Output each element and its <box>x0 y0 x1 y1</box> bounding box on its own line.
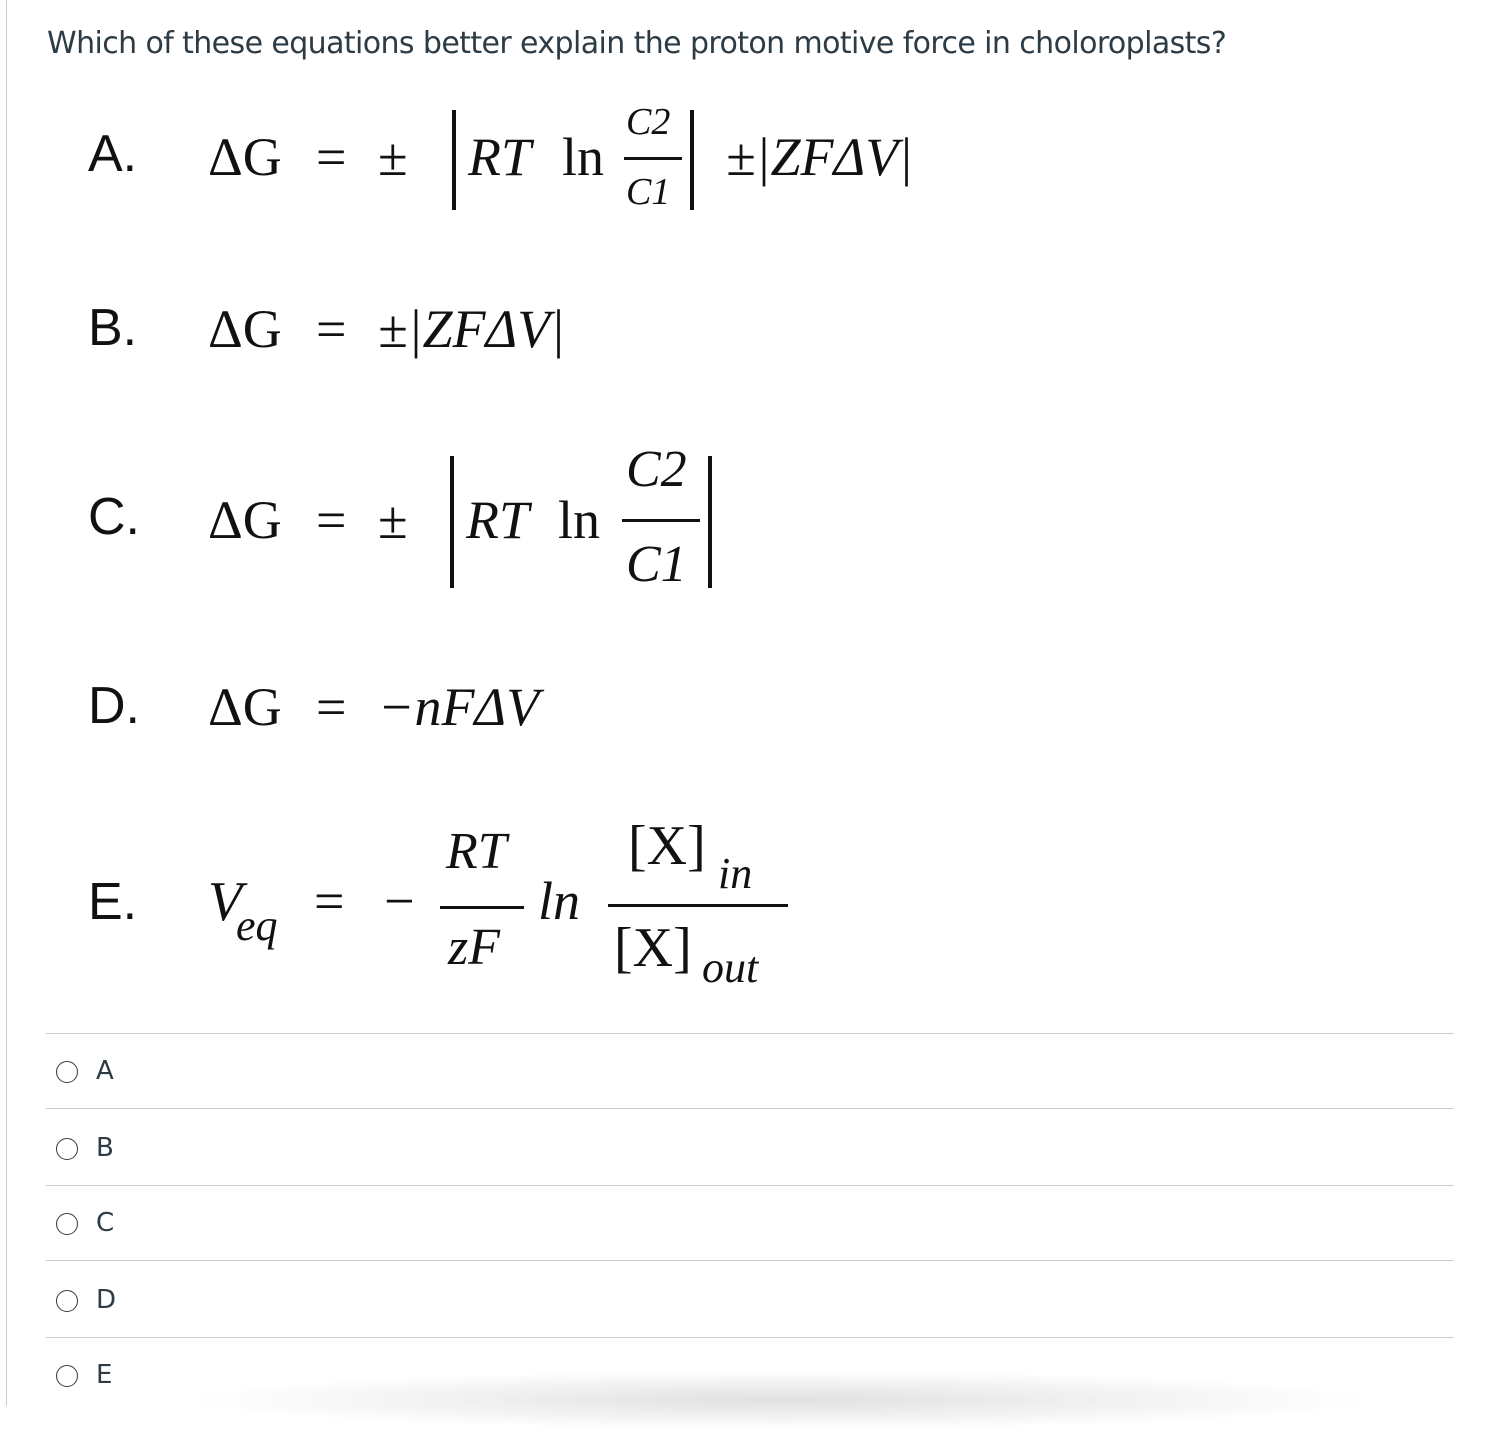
x-numerator: [X] <box>628 815 706 877</box>
equation-letter: E. <box>88 873 138 931</box>
bottom-shadow <box>180 1370 1380 1430</box>
equals-sign: = <box>316 299 347 359</box>
abs-bar-right <box>708 456 712 588</box>
radio-button[interactable] <box>56 1061 78 1083</box>
radio-button[interactable] <box>56 1213 78 1235</box>
answer-option-b[interactable] <box>46 1108 1454 1185</box>
x-denominator: [X] <box>614 917 692 979</box>
fraction-denominator: zF <box>448 919 500 976</box>
answer-option-a[interactable] <box>46 1033 1454 1108</box>
answer-label[interactable]: C <box>96 1208 115 1238</box>
equation-letter: A. <box>88 125 138 183</box>
abs-bar-left <box>452 110 456 210</box>
equals-sign: = <box>316 127 347 187</box>
answer-option-d[interactable] <box>46 1260 1454 1337</box>
fraction-numerator: RT <box>446 823 507 880</box>
answer-label[interactable]: D <box>96 1285 117 1315</box>
plus-minus-sign: ± <box>378 490 408 550</box>
v-subscript: eq <box>236 901 278 950</box>
equals-sign: = <box>316 490 347 550</box>
x-numerator-subscript: in <box>718 849 753 898</box>
fraction-bar <box>440 906 524 909</box>
rt-term: RT <box>468 127 532 187</box>
ln-term: ln <box>558 490 601 550</box>
radio-button[interactable] <box>56 1138 78 1160</box>
x-denominator-subscript: out <box>702 943 759 992</box>
radio-button[interactable] <box>56 1365 78 1387</box>
answer-list <box>46 1033 1454 1412</box>
equation-letter: D. <box>88 677 140 735</box>
equation-lhs: ΔG <box>208 299 282 359</box>
fraction-bar <box>608 904 788 907</box>
equation-lhs: ΔG <box>208 677 282 737</box>
v-term: V <box>208 871 243 933</box>
equation-lhs: ΔG <box>208 127 282 187</box>
equation-letter: B. <box>88 299 138 357</box>
radio-button[interactable] <box>56 1290 78 1312</box>
answer-option-c[interactable] <box>46 1185 1454 1260</box>
answer-label[interactable]: E <box>96 1360 113 1390</box>
fraction-numerator: C2 <box>626 441 687 498</box>
fraction-denominator: C1 <box>626 171 671 213</box>
fraction-bar <box>622 519 700 522</box>
answer-label[interactable]: B <box>96 1133 114 1163</box>
equation-tail: ±|ZFΔV| <box>726 127 914 187</box>
equals-sign: = <box>316 677 347 737</box>
answer-label[interactable]: A <box>96 1056 114 1086</box>
fraction-bar <box>624 157 682 160</box>
fraction-denominator: C1 <box>626 536 687 593</box>
equation-rhs: −nFΔV <box>378 677 540 737</box>
plus-minus-sign: ± <box>378 127 408 187</box>
equation-lhs: ΔG <box>208 490 282 550</box>
equation-letter: C. <box>88 488 140 546</box>
fraction-numerator: C2 <box>626 101 671 143</box>
abs-bar-right <box>690 110 694 210</box>
rt-term: RT <box>466 490 530 550</box>
equation-rhs: ±|ZFΔV| <box>378 299 566 359</box>
minus-sign: − <box>384 871 415 931</box>
equals-sign: = <box>314 871 345 931</box>
left-border <box>6 0 7 1406</box>
ln-term: ln <box>538 871 581 931</box>
question-text: Which of these equations better explain the proton motive force in choloroplasts? <box>47 26 1227 61</box>
abs-bar-left <box>450 456 454 588</box>
ln-term: ln <box>562 127 605 187</box>
